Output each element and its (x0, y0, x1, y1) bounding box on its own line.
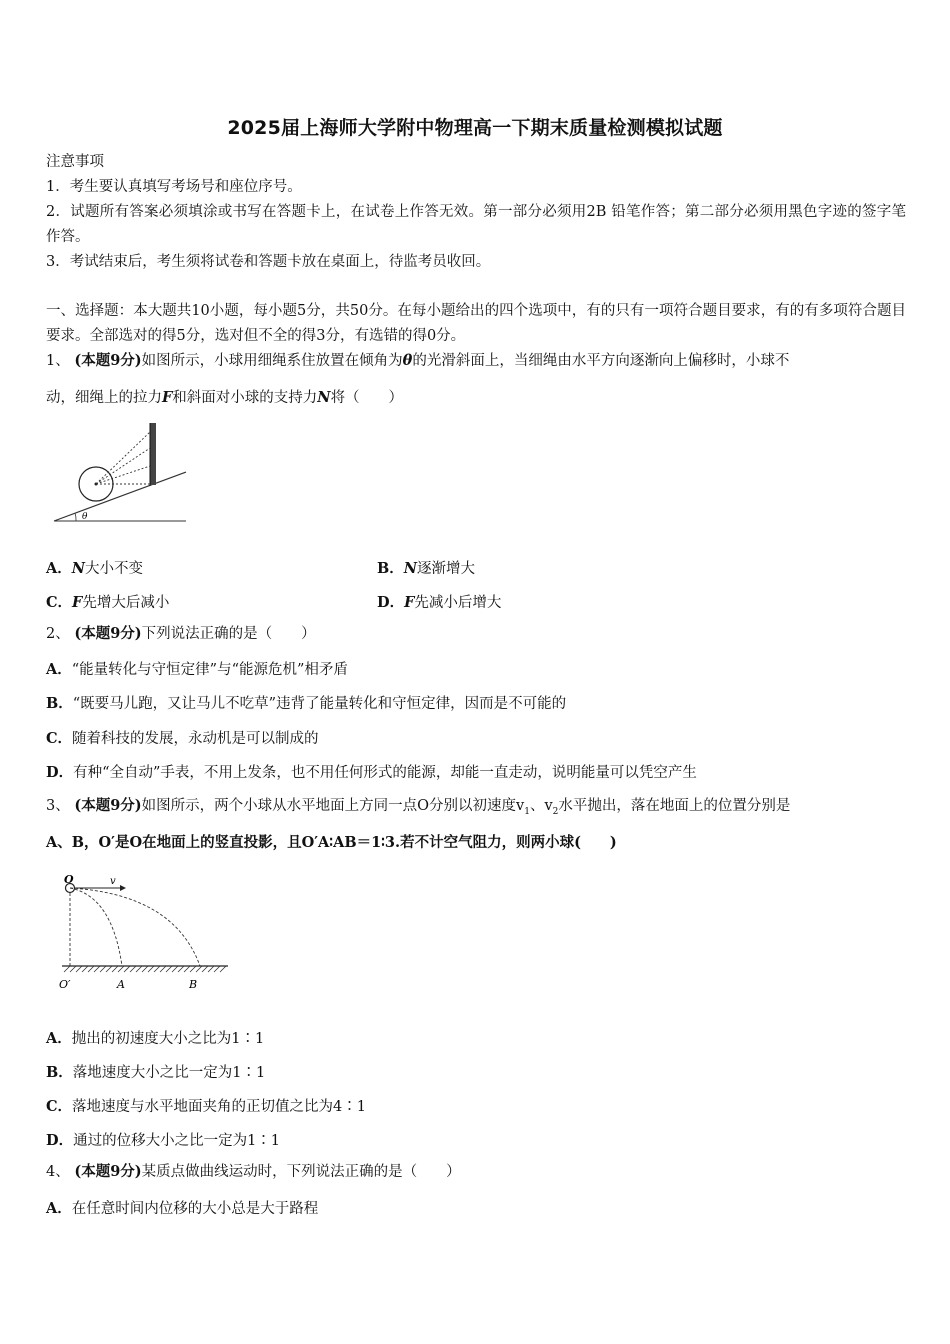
page-title: 2025届上海师大学附中物理高一下期末质量检测模拟试题 (227, 117, 723, 139)
q2-option-a-label: A． (46, 661, 72, 678)
q2-number: 2、 (46, 626, 70, 642)
q3-text-c: 水平抛出，落在地面上的位置分别是 (558, 798, 791, 814)
q3-stem-line1 (46, 796, 906, 822)
q1-wall (150, 423, 156, 485)
q3-label-b: B (189, 978, 198, 991)
q1-option-c-text: 先增大后减小 (82, 595, 170, 611)
q3-option-b-text: 落地速度大小之比一定为1∶1 (72, 1065, 266, 1081)
q1-score: (本题9分) (74, 352, 142, 369)
q1-option-d-label: D． (377, 594, 405, 611)
q2-option-d-label: D． (46, 764, 74, 781)
q1-option-a-var: N (71, 560, 86, 577)
q2-option-b-label: B． (46, 695, 73, 712)
q1-fig-theta-label: θ (82, 512, 88, 522)
notice-item-1: 1．考生要认真填写考场号和座位序号。 (46, 179, 302, 195)
q1-number: 1、 (46, 353, 70, 369)
q1-text-a: 如图所示，小球用细绳系住放置在倾角为 (141, 353, 403, 369)
q3-option-b-label: B． (46, 1064, 73, 1081)
q3-number: 3、 (46, 798, 70, 814)
q2-text: 下列说法正确的是（ ） (141, 626, 316, 642)
q1-var-N: N (317, 389, 331, 406)
q3-stem-line2: A、B，O′是O在地面上的竖直投影，且O′A∶AB＝1∶3.若不计空气阻力，则两小球( ) (46, 834, 617, 851)
q1-text-e: 将（ ） (330, 390, 404, 406)
q4-text: 某质点做曲线运动时，下列说法正确的是（ ） (141, 1164, 461, 1180)
notice-heading: 注意事项 (46, 154, 104, 170)
q3-option-c[interactable] (46, 1095, 366, 1116)
q1-var-F: F (162, 389, 173, 406)
q4-stem (46, 1162, 906, 1182)
q1-option-b-label: B． (377, 560, 404, 577)
q2-option-c[interactable] (46, 727, 319, 748)
q1-option-a-label: A． (46, 560, 72, 577)
q3-trajectory-b (70, 888, 200, 966)
q1-option-a-text: 大小不变 (85, 561, 144, 577)
q1-option-b-var: N (403, 560, 418, 577)
q1-option-d[interactable] (377, 591, 501, 612)
q1-option-b-text: 逐渐增大 (417, 561, 476, 577)
q3-projectile-figure (54, 872, 234, 997)
q1-option-b[interactable] (377, 557, 475, 578)
q1-stem-line2 (46, 388, 906, 408)
q1-option-c-label: C． (46, 594, 73, 611)
q1-incline-figure (50, 420, 190, 530)
q2-option-a[interactable] (46, 658, 348, 679)
q2-option-c-text: 随着科技的发展，永动机是可以制成的 (72, 731, 319, 747)
q3-ground-hatching (64, 966, 226, 972)
q2-option-a-text: “能量转化与守恒定律”与“能源危机”相矛盾 (71, 662, 348, 678)
q3-option-a-text: 抛出的初速度大小之比为1∶1 (71, 1031, 265, 1047)
q3-text-a: 如图所示，两个小球从水平地面上方同一点O分别以初速度v (141, 798, 525, 814)
q3-sub-1: 1 (524, 806, 530, 817)
q1-theta: θ (402, 352, 413, 369)
notice-item-3: 3．考试结束后，考生须将试卷和答题卡放在桌面上，待监考员收回。 (46, 254, 491, 270)
q4-score: (本题9分) (74, 1163, 142, 1180)
q1-rope-3 (96, 448, 150, 484)
q1-option-c-var: F (72, 594, 83, 611)
q3-label-o: O (64, 873, 74, 886)
q4-option-a-label: A． (46, 1200, 72, 1217)
q3-option-c-label: C． (46, 1098, 73, 1115)
q3-option-d-text: 通过的位移大小之比一定为1∶1 (73, 1133, 281, 1149)
q3-trajectory-a (70, 888, 122, 966)
q2-option-c-label: C． (46, 730, 73, 747)
q2-option-b-text: “既要马儿跑，又让马儿不吃草”违背了能量转化和守恒定律，因而是不可能的 (72, 696, 567, 712)
q2-option-b[interactable] (46, 692, 566, 713)
q1-option-a[interactable] (46, 557, 143, 578)
q3-option-a[interactable] (46, 1027, 264, 1048)
q4-option-a-text: 在任意时间内位移的大小总是大于路程 (71, 1201, 319, 1217)
q3-label-o-prime: O′ (59, 978, 71, 991)
q3-score: (本题9分) (74, 797, 142, 814)
section-intro: 一、选择题：本大题共10小题，每小题5分，共50分。在每小题给出的四个选项中，有的只有一项符合题目要求，有的有多项符合题目要求。全部选对的得5分，选对但不全的得3分，有选错的得0分。 (46, 303, 906, 344)
q1-rope-4 (96, 432, 150, 484)
q1-text-c: 动，细绳上的拉力 (46, 390, 162, 406)
q1-stem-line1 (46, 351, 906, 371)
q3-label-a: A (117, 978, 125, 991)
q4-number: 4、 (46, 1164, 70, 1180)
q2-option-d[interactable] (46, 761, 697, 782)
q3-option-d-label: D． (46, 1132, 74, 1149)
q3-velocity-arrowhead (120, 885, 126, 891)
q2-stem (46, 624, 906, 644)
q3-label-v: v (110, 876, 116, 887)
q1-option-d-text: 先减小后增大 (414, 595, 502, 611)
q1-option-d-var: F (404, 594, 415, 611)
q1-option-c[interactable] (46, 591, 169, 612)
q1-angle-arc (75, 513, 76, 521)
q1-text-b: 的光滑斜面上，当细绳由水平方向逐渐向上偏移时，小球不 (412, 353, 790, 369)
q1-text-d: 和斜面对小球的支持力 (172, 390, 318, 406)
q3-option-a-label: A． (46, 1030, 72, 1047)
q2-score: (本题9分) (74, 625, 142, 642)
q4-option-a[interactable] (46, 1197, 318, 1218)
q3-option-b[interactable] (46, 1061, 265, 1082)
notice-item-2: 2．试题所有答案必须填涂或书写在答题卡上，在试卷上作答无效。第一部分必须用2B 铅笔作答；第二部分必须用黑色字迹的签字笔作答。 (46, 204, 906, 245)
q3-option-c-text: 落地速度与水平地面夹角的正切值之比为4∶1 (72, 1099, 366, 1115)
q1-incline-line (54, 472, 186, 521)
q2-option-d-text: 有种“全自动”手表，不用上发条，也不用任何形式的能源，却能一直走动，说明能量可以凭空产生 (73, 765, 697, 781)
q3-sub-2: 2 (552, 806, 559, 817)
q3-text-b: 、v (529, 798, 553, 814)
q3-option-d[interactable] (46, 1129, 280, 1150)
